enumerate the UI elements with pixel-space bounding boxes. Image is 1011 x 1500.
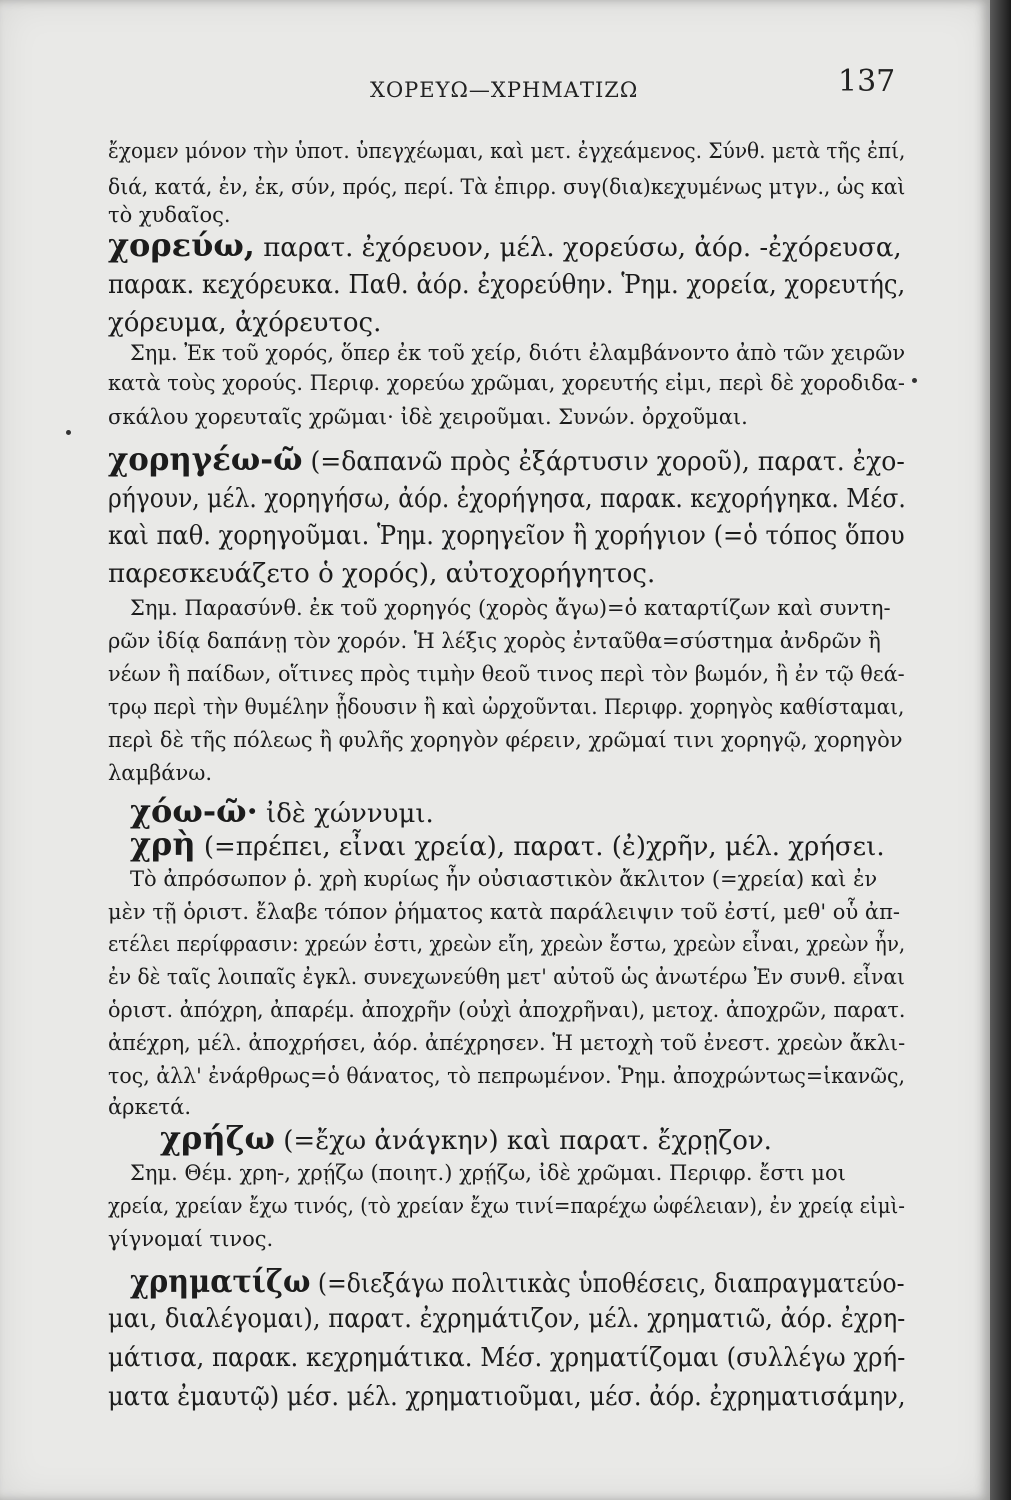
page-number: 137 — [838, 64, 896, 99]
text-line: μαι, διαλέγομαι), παρατ. ἐχρημάτιζον, μέλ. χρηματιῶ, ἀόρ. ἐχρη- — [108, 1304, 906, 1334]
text-line: νέων ἢ παίδων, οἵτινες πρὸς τιμὴν θεοῦ τινος περὶ τὸν βωμόν, ἢ ἐν τῷ θεά- — [108, 662, 905, 686]
text-line: ἀρκετά. — [108, 1095, 192, 1119]
text-line: χρεία, χρείαν ἔχω τινός, (τὸ χρείαν ἔχω τινί=παρέχω ὠφέλειαν), ἐν χρείᾳ εἰμὶ- — [108, 1194, 905, 1218]
entry-chrezo: χρήζω (=ἔχω ἀνάγκην) καὶ παρατ. ἔχρῃζον. — [160, 1119, 772, 1157]
text-line: Τὸ ἀπρόσωπον ῥ. χρὴ κυρίως ἦν οὐσιαστικὸν ἄκλιτον (=χρεία) καὶ ἐν — [130, 867, 878, 891]
entry-chrematizo: χρηματίζω (=διεξάγω πολιτικὰς ὑποθέσεις, διαπραγματεύο- — [130, 1262, 905, 1300]
entry-chorego: χορηγέω-ῶ (=δαπανῶ πρὸς ἐξάρτυσιν χοροῦ), παρατ. ἐχο- — [108, 440, 905, 478]
text-line: μὲν τῇ ὁριστ. ἔλαβε τόπον ῥήματος κατὰ παράλειψιν τοῦ ἐστί, μεθ' οὗ ἀπ- — [108, 900, 900, 924]
text-line: παρεσκευάζετο ὁ χορός), αὐτοχορήγητος. — [108, 559, 656, 589]
text-line: ρῶν ἰδίᾳ δαπάνῃ τὸν χορόν. Ἡ λέξις χορὸς ἐνταῦθα=σύστημα ἀνδρῶν ἢ — [108, 629, 881, 653]
text-line: χόρευμα, ἀχόρευτος. — [108, 308, 382, 338]
text-line: ἔχομεν μόνον τὴν ὑποτ. ὑπεγχέωμαι, καὶ μετ. ἐγχεάμενος. Σύνθ. μετὰ τῆς ἐπί, — [108, 139, 906, 163]
text-line: λαμβάνω. — [108, 761, 213, 785]
text-line: καὶ παθ. χορηγοῦμαι. Ῥημ. χορηγεῖον ἢ χορήγιον (=ὁ τόπος ὅπου — [108, 521, 905, 551]
entry-choo: χόω-ῶ· ἰδὲ χώννυμι. — [130, 792, 434, 830]
text-line: παρακ. κεχόρευκα. Παθ. ἀόρ. ἐχορεύθην. Ῥημ. χορεία, χορευτής, — [108, 270, 906, 300]
margin-dot — [66, 430, 71, 435]
text-line: περὶ δὲ τῆς πόλεως ἢ φυλῆς χορηγὸν φέρειν, χρῶμαί τινι χορηγῷ, χορηγὸν — [108, 728, 903, 752]
text-line: Σημ. Ἐκ τοῦ χορός, ὅπερ ἐκ τοῦ χείρ, διότι ἐλαμβάνοντο ἀπὸ τῶν χειρῶν — [130, 341, 906, 365]
text-line: τρῳ περὶ τὴν θυμέλην ᾖδουσιν ἢ καὶ ὠρχοῦνται. Περιφρ. χορηγὸς καθίσταμαι, — [108, 695, 905, 719]
text-line: Σημ. Θέμ. χρη-, χρῄζω (ποιητ.) χρῄζω, ἰδὲ χρῶμαι. Περιφρ. ἔστι μοι — [130, 1161, 846, 1185]
running-header: ΧΟΡΕΥΩ—ΧΡΗΜΑΤΙΖΩ — [370, 78, 639, 102]
text-line: ἀπέχρη, μέλ. ἀποχρήσει, ἀόρ. ἀπέχρησεν. Ἡ μετοχὴ τοῦ ἐνεστ. χρεὼν ἄκλι- — [108, 1031, 906, 1055]
text-line: τὸ χυδαῖος. — [108, 203, 231, 227]
entry-choreuo: χορεύω, παρατ. ἐχόρευον, μέλ. χορεύσω, ἀόρ. -ἐχόρευσα, — [108, 226, 902, 264]
text-line: ετέλει περίφρασιν: χρεών ἐστι, χρεὼν εἴη, χρεὼν ἔστω, χρεὼν εἶναι, χρεὼν ἦν, — [108, 932, 906, 956]
text-line: ὁριστ. ἀπόχρη, ἀπαρέμ. ἀποχρῆν (οὐχὶ ἀποχρῆναι), μετοχ. ἀποχρῶν, παρατ. — [108, 998, 906, 1022]
text-line: ρήγουν, μέλ. χορηγήσω, ἀόρ. ἐχορήγησα, παρακ. κεχορήγηκα. Μέσ. — [108, 484, 906, 514]
text-line: ματα ἐμαυτῷ) μέσ. μέλ. χρηματιοῦμαι, μέσ. ἀόρ. ἐχρηματισάμην, — [108, 1382, 906, 1412]
entry-chre: χρὴ (=πρέπει, εἶναι χρεία), παρατ. (ἐ)χρῆν, μέλ. χρήσει. — [130, 825, 885, 863]
text-line: ἐν δὲ ταῖς λοιπαῖς ἐγκλ. συνεχωνεύθη μετ' αὐτοῦ ὡς ἀνωτέρω Ἐν συνθ. εἶναι — [108, 965, 905, 989]
text-line: μάτισα, παρακ. κεχρημάτικα. Μέσ. χρηματίζομαι (συλλέγω χρή- — [108, 1343, 906, 1373]
margin-dot — [912, 378, 917, 383]
text-line: κατὰ τοὺς χορούς. Περιφ. χορεύω χρῶμαι, χορευτής εἰμι, περὶ δὲ χοροδιδα- — [108, 371, 905, 395]
text-line: διά, κατά, ἐν, ἐκ, σύν, πρός, περί. Τὰ ἐπιρρ. συγ(δια)κεχυμένως μτγν., ὡς καὶ — [108, 175, 906, 199]
text-line: Σημ. Παρασύνθ. ἐκ τοῦ χορηγός (χορὸς ἄγω)=ὁ καταρτίζων καὶ συντη- — [130, 596, 891, 620]
page-edge — [990, 0, 1011, 1500]
text-line: γίγνομαί τινος. — [108, 1227, 274, 1251]
text-line: τος, ἀλλ' ἐνάρθρως=ὁ θάνατος, τὸ πεπρωμένον. Ῥημ. ἀποχρώντως=ἱκανῶς, — [108, 1064, 906, 1088]
text-line: σκάλου χορευταῖς χρῶμαι· ἰδὲ χειροῦμαι. Συνών. ὀρχοῦμαι. — [108, 405, 748, 429]
